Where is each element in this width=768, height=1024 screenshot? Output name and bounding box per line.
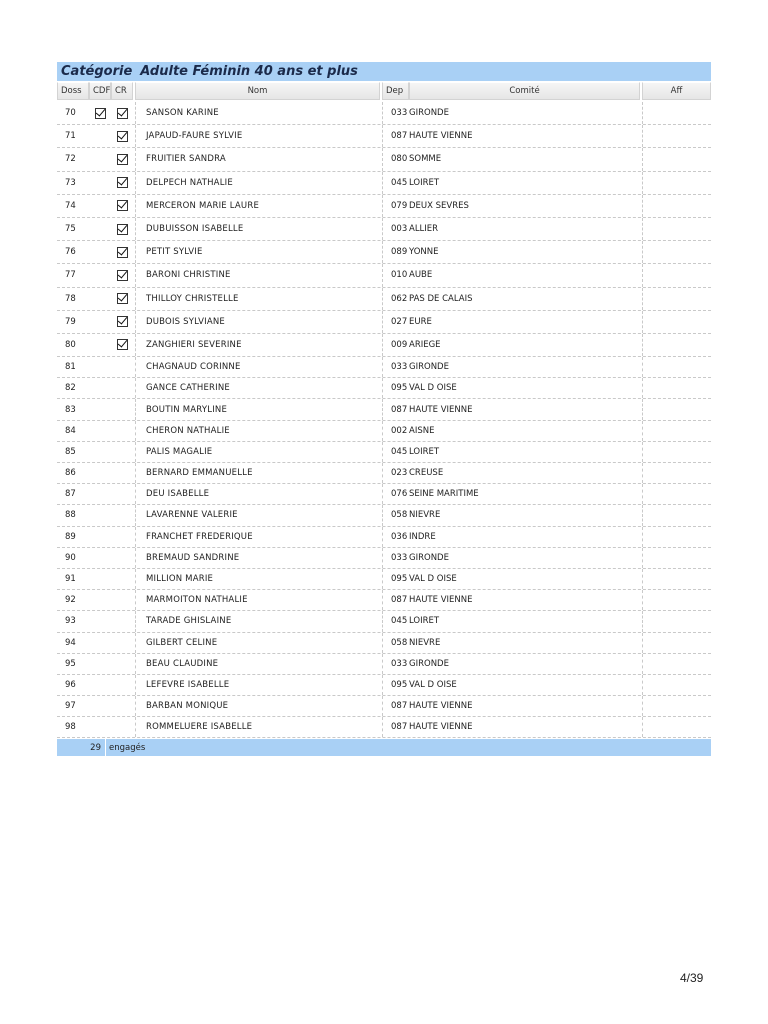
cell-doss: 97 [65,701,76,712]
cell-dep: 023 [382,463,409,483]
cell-dep: 010 [382,264,409,286]
table-row [57,421,711,442]
cell-nom: LEFEVRE ISABELLE [135,675,380,695]
header-comite: Comité [409,82,640,100]
cell-comite: NIEVRE [409,510,441,521]
cell-dep: 095 [382,569,409,589]
cell-aff [642,195,711,217]
cell-nom: BARONI CHRISTINE [135,264,380,286]
cell-doss: 83 [65,404,76,415]
checkbox-checked-icon [117,177,128,188]
cell-comite: HAUTE VIENNE [409,701,473,712]
cell-dep: 045 [382,611,409,631]
cell-doss: 88 [65,510,76,521]
cell-dep: 079 [382,195,409,217]
cell-comite: HAUTE VIENNE [409,595,473,606]
cell-doss: 90 [65,552,76,563]
cell-dep: 045 [382,442,409,462]
table-row [57,463,711,484]
cell-nom: CHAGNAUD CORINNE [135,357,380,377]
cell-dep: 089 [382,241,409,263]
entries-count: 29 [90,742,101,753]
table-row [57,148,711,171]
checkbox-checked-icon [117,200,128,211]
table-row [57,288,711,311]
cell-comite: LOIRET [409,177,440,188]
header-aff: Aff [642,82,711,100]
cell-dep: 095 [382,378,409,398]
cell-comite: ARIEGE [409,339,441,350]
checkbox-checked-icon [117,339,128,350]
cell-cdf [89,148,111,170]
table-row [57,399,711,420]
table-row [57,569,711,590]
cell-doss: 87 [65,489,76,500]
cell-doss: 93 [65,616,76,627]
cell-doss: 71 [65,131,76,142]
cell-cdf [89,611,111,631]
cell-comite: HAUTE VIENNE [409,722,473,733]
cell-comite: INDRE [409,531,436,542]
cell-doss: 95 [65,658,76,669]
cell-cdf [89,675,111,695]
cell-cdf [89,463,111,483]
cell-doss: 79 [65,316,76,327]
cell-doss: 80 [65,339,76,350]
cell-doss: 75 [65,224,76,235]
footer-bar [57,739,711,756]
cell-aff [642,334,711,356]
table-body [57,102,711,738]
table-row [57,696,711,717]
cell-cr [111,311,133,333]
cell-aff [642,378,711,398]
cell-nom: GILBERT CELINE [135,633,380,653]
cell-cdf [89,590,111,610]
cell-aff [642,102,711,124]
cell-dep: 033 [382,654,409,674]
cell-nom: JAPAUD-FAURE SYLVIE [135,125,380,147]
cell-aff [642,357,711,377]
cell-aff [642,633,711,653]
header-doss: Doss [57,82,89,100]
cell-comite: HAUTE VIENNE [409,131,473,142]
cell-aff [642,505,711,525]
cell-aff [642,311,711,333]
cell-cr [111,264,133,286]
cell-cdf [89,288,111,310]
cell-cr [111,611,133,631]
cell-cr [111,148,133,170]
cell-cr [111,218,133,240]
cell-nom: BREMAUD SANDRINE [135,548,380,568]
cell-aff [642,548,711,568]
cell-nom: BEAU CLAUDINE [135,654,380,674]
cell-cdf [89,399,111,419]
cell-dep: 087 [382,590,409,610]
table-row [57,442,711,463]
cell-dep: 058 [382,633,409,653]
cell-cr [111,484,133,504]
cell-nom: SANSON KARINE [135,102,380,124]
cell-comite: GIRONDE [409,658,449,669]
cell-comite: AISNE [409,425,435,436]
cell-cr [111,125,133,147]
footer-separator [105,739,106,756]
cell-aff [642,399,711,419]
cell-dep: 002 [382,421,409,441]
cell-cdf [89,311,111,333]
cell-aff [642,148,711,170]
table-row [57,590,711,611]
cell-doss: 98 [65,722,76,733]
cell-doss: 92 [65,595,76,606]
cell-cr [111,548,133,568]
cell-aff [642,675,711,695]
cell-dep: 087 [382,717,409,737]
header-cr: CR [111,82,133,100]
cell-nom: BARBAN MONIQUE [135,696,380,716]
cell-dep: 095 [382,675,409,695]
cell-comite: VAL D OISE [409,383,457,394]
cell-aff [642,172,711,194]
table-row [57,611,711,632]
page-number: 4/39 [680,971,704,985]
cell-aff [642,611,711,631]
table-row [57,675,711,696]
cell-aff [642,241,711,263]
cell-cdf [89,357,111,377]
cell-dep: 087 [382,399,409,419]
cell-nom: MILLION MARIE [135,569,380,589]
cell-comite: CREUSE [409,468,444,479]
cell-nom: DUBOIS SYLVIANE [135,311,380,333]
cell-aff [642,421,711,441]
cell-aff [642,717,711,737]
cell-dep: 087 [382,125,409,147]
cell-dep: 027 [382,311,409,333]
cell-cdf [89,195,111,217]
cell-cdf [89,442,111,462]
table-row [57,505,711,526]
checkbox-checked-icon [95,108,106,119]
cell-cr [111,102,133,124]
cell-cr [111,442,133,462]
cell-dep: 045 [382,172,409,194]
cell-nom: LAVARENNE VALERIE [135,505,380,525]
cell-doss: 70 [65,108,76,119]
cell-cdf [89,264,111,286]
cell-aff [642,654,711,674]
cell-comite: HAUTE VIENNE [409,404,473,415]
category-bar [57,62,711,81]
cell-comite: LOIRET [409,616,440,627]
cell-comite: NIEVRE [409,637,441,648]
cell-cdf [89,218,111,240]
cell-doss: 94 [65,637,76,648]
cell-comite: GIRONDE [409,108,449,119]
cell-cdf [89,334,111,356]
cell-nom: THILLOY CHRISTELLE [135,288,380,310]
cell-comite: VAL D OISE [409,574,457,585]
cell-dep: 080 [382,148,409,170]
cell-aff [642,590,711,610]
cell-dep: 087 [382,696,409,716]
cell-dep: 009 [382,334,409,356]
cell-cdf [89,125,111,147]
cell-nom: BERNARD EMMANUELLE [135,463,380,483]
table-row [57,633,711,654]
table-row [57,264,711,287]
cell-cdf [89,548,111,568]
cell-cdf [89,569,111,589]
cell-cdf [89,378,111,398]
cell-doss: 91 [65,574,76,585]
table-row [57,311,711,334]
table-row [57,102,711,125]
cell-aff [642,696,711,716]
cell-cr [111,569,133,589]
cell-aff [642,125,711,147]
checkbox-checked-icon [117,154,128,165]
cell-cr [111,378,133,398]
cell-comite: GIRONDE [409,552,449,563]
cell-cr [111,172,133,194]
cell-cr [111,399,133,419]
cell-cdf [89,505,111,525]
cell-doss: 74 [65,200,76,211]
cell-cr [111,241,133,263]
cell-dep: 033 [382,548,409,568]
cell-aff [642,218,711,240]
cell-cr [111,654,133,674]
table-row [57,548,711,569]
cell-nom: TARADE GHISLAINE [135,611,380,631]
header-dep: Dep [382,82,409,100]
table-row [57,125,711,148]
cell-aff [642,484,711,504]
checkbox-checked-icon [117,316,128,327]
cell-cr [111,421,133,441]
checkbox-checked-icon [117,224,128,235]
table-row [57,357,711,378]
cell-cr [111,633,133,653]
cell-comite: LOIRET [409,446,440,457]
cell-comite: SEINE MARITIME [409,489,479,500]
cell-nom: FRUITIER SANDRA [135,148,380,170]
table-row [57,172,711,195]
cell-doss: 76 [65,247,76,258]
cell-cdf [89,654,111,674]
checkbox-checked-icon [117,131,128,142]
header-cdf: CDF [89,82,111,100]
cell-cr [111,675,133,695]
cell-dep: 003 [382,218,409,240]
cell-comite: SOMME [409,154,442,165]
cell-nom: MERCERON MARIE LAURE [135,195,380,217]
cell-nom: DEU ISABELLE [135,484,380,504]
cell-doss: 89 [65,531,76,542]
cell-nom: MARMOITON NATHALIE [135,590,380,610]
cell-doss: 86 [65,468,76,479]
cell-cdf [89,241,111,263]
cell-nom: GANCE CATHERINE [135,378,380,398]
category-value: Adulte Féminin 40 ans et plus [140,64,358,79]
cell-nom: ZANGHIERI SEVERINE [135,334,380,356]
cell-doss: 77 [65,270,76,281]
cell-cr [111,357,133,377]
table-row [57,484,711,505]
cell-doss: 96 [65,679,76,690]
cell-cdf [89,696,111,716]
cell-aff [642,288,711,310]
cell-nom: BOUTIN MARYLINE [135,399,380,419]
cell-comite: EURE [409,316,432,327]
cell-comite: YONNE [409,247,439,258]
table-header [57,82,711,100]
cell-cdf [89,172,111,194]
cell-comite: AUBE [409,270,433,281]
cell-dep: 033 [382,357,409,377]
cell-aff [642,442,711,462]
cell-doss: 78 [65,293,76,304]
checkbox-checked-icon [117,247,128,258]
cell-nom: DELPECH NATHALIE [135,172,380,194]
header-nom: Nom [135,82,380,100]
cell-doss: 85 [65,446,76,457]
cell-nom: FRANCHET FREDERIQUE [135,527,380,547]
table-row [57,195,711,218]
checkbox-checked-icon [117,108,128,119]
table-row [57,654,711,675]
cell-cr [111,195,133,217]
cell-dep: 033 [382,102,409,124]
entries-sheet [57,62,711,756]
cell-doss: 73 [65,177,76,188]
cell-comite: PAS DE CALAIS [409,293,473,304]
cell-aff [642,527,711,547]
cell-cr [111,590,133,610]
cell-aff [642,264,711,286]
cell-comite: DEUX SEVRES [409,200,469,211]
table-row [57,527,711,548]
cell-cdf [89,484,111,504]
cell-nom: ROMMELUERE ISABELLE [135,717,380,737]
cell-doss: 84 [65,425,76,436]
cell-cr [111,527,133,547]
checkbox-checked-icon [117,270,128,281]
cell-cr [111,696,133,716]
cell-nom: PALIS MAGALIE [135,442,380,462]
cell-nom: PETIT SYLVIE [135,241,380,263]
cell-cdf [89,717,111,737]
cell-cr [111,288,133,310]
cell-cdf [89,421,111,441]
cell-cr [111,717,133,737]
category-label: Catégorie [61,64,133,79]
table-row [57,378,711,399]
table-row [57,218,711,241]
cell-cr [111,334,133,356]
cell-cr [111,505,133,525]
cell-aff [642,569,711,589]
cell-nom: DUBUISSON ISABELLE [135,218,380,240]
table-row [57,241,711,264]
cell-comite: GIRONDE [409,362,449,373]
table-row [57,717,711,738]
cell-dep: 062 [382,288,409,310]
cell-doss: 82 [65,383,76,394]
cell-doss: 81 [65,362,76,373]
cell-dep: 058 [382,505,409,525]
cell-aff [642,463,711,483]
cell-dep: 036 [382,527,409,547]
cell-cdf [89,102,111,124]
cell-dep: 076 [382,484,409,504]
cell-comite: VAL D OISE [409,679,457,690]
entries-label: engagés [109,742,146,753]
table-row [57,334,711,357]
cell-cdf [89,527,111,547]
cell-cr [111,463,133,483]
cell-nom: CHERON NATHALIE [135,421,380,441]
cell-cdf [89,633,111,653]
cell-doss: 72 [65,154,76,165]
cell-comite: ALLIER [409,224,439,235]
checkbox-checked-icon [117,293,128,304]
